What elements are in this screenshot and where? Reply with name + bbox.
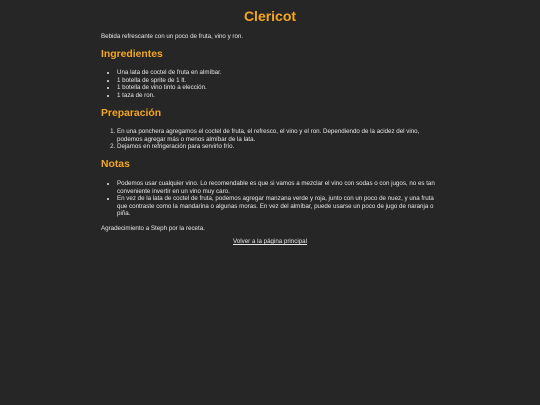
back-link-container [101, 238, 439, 246]
step-item: 2. Dejamos en refrigeración para servirlo frío. [117, 143, 439, 151]
step-item: 1. En una ponchera agregamos el coctel de fruta, el refresco, el vino y el ron. Dependiendo de la acidez del vino, podemos agregar más o menos almíbar de la lata. [117, 128, 439, 143]
ingredients-heading: Ingredientes [101, 49, 163, 60]
back-to-home-link[interactable]: Volver a la página principal [233, 238, 307, 245]
preparation-heading: Preparación [101, 108, 162, 119]
list-item: • 1 taza de ron. [117, 92, 439, 100]
list-item: • Una lata de coctel de fruta en almíbar. [117, 69, 439, 77]
recipe-description: Bebida refrescante con un poco de fruta, vino y ron. [101, 33, 244, 40]
preparation-list [101, 128, 439, 151]
ingredients-list [101, 69, 439, 99]
notes-heading: Notas [101, 159, 130, 170]
list-item: • En vez de la lata de coctel de fruta, podemos agregar manzana verde y roja, junto con un poco de nuez, y una fruta que contraste como la mandarina o algunas moras. En vez del almíbar, puede usarse un poco de jugo de naranja o piña. [117, 195, 439, 218]
list-item: • 1 botella de vino tinto a elección. [117, 84, 439, 92]
page-title: Clericot [243, 8, 297, 24]
notes-list [101, 180, 439, 218]
acknowledgement-text: Agradecimiento a Steph por la receta. [101, 225, 205, 232]
list-item: • Podemos usar cualquier vino. Lo recomendable es que si vamos a mezclar el vino con sodas o con jugos, no es tan conveniente invertir en un vino muy caro. [117, 180, 439, 195]
list-item: • 1 botella de sprite de 1 lt. [117, 77, 439, 85]
